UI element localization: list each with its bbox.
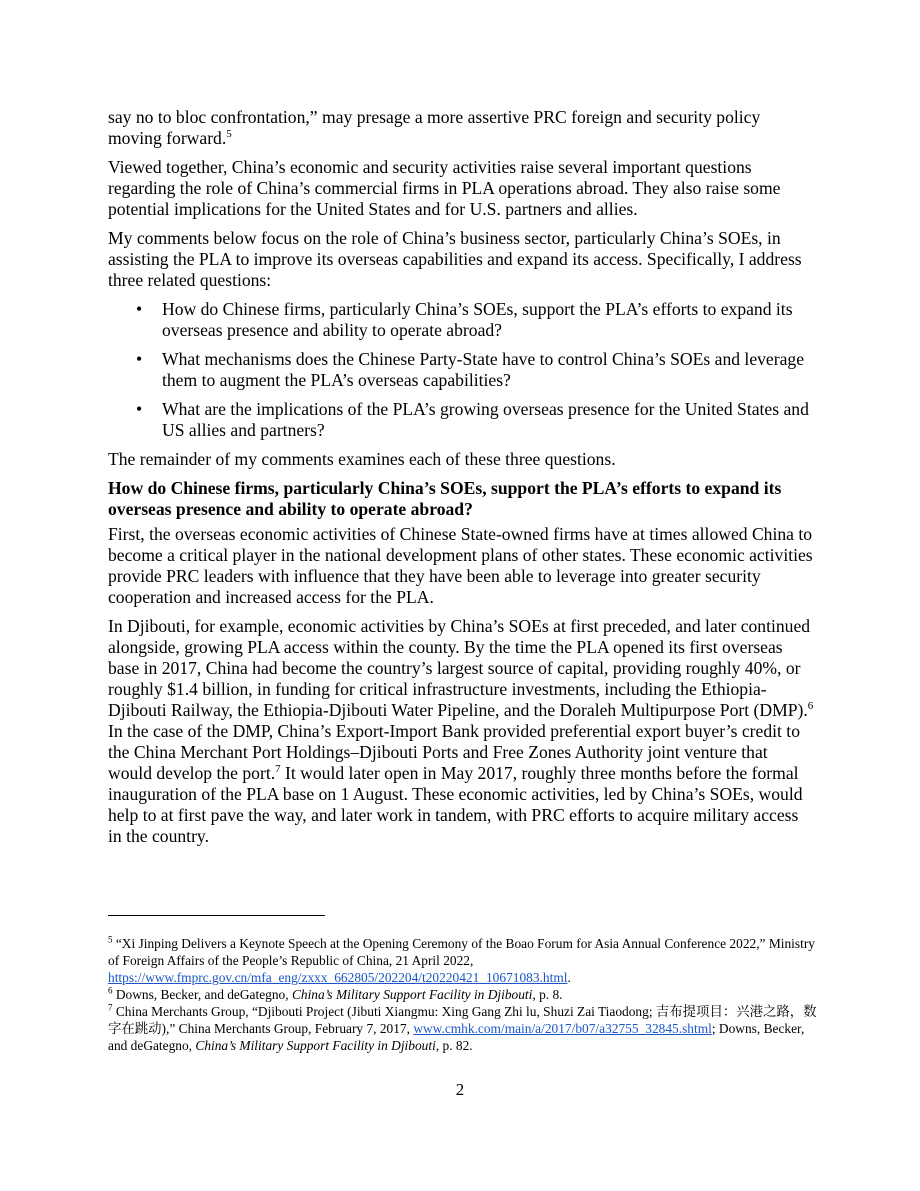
footnote-ref-5[interactable]: 5 (226, 128, 232, 141)
footnote-7: $^7$ China Merchants Group, “Djibouti Project (Jibuti Xiangmu: Xing Gang Zhi lu, Shuzi Zai Tiaodong; 吉布提项目：兴港之路，数字在跳动),” China Merchants Group, February 7, 2017, www.cmhk.com/main/a/2017/b07/a32755_32845.shtml; Downs, Becker, and deGategno, China’s Military Support Facility in Djibouti, p. 82. (108, 1002, 817, 1053)
question-list (108, 299, 814, 441)
footnote-5: $^5$ “Xi Jinping Delivers a Keynote Speech at the Opening Ceremony of the Boao Forum for Asia Annual Conference 2022,” Ministry of Foreign Affairs of the People’s Republic of China, 21 April 2022, https://www.fmprc.gov.cn/mfa_eng/zxxx_662805/202204/t20220421_10671083.html. (108, 934, 815, 985)
bullet-icon: • (136, 399, 143, 419)
footnote-7-link[interactable]: www.cmhk.com/main/a/2017/b07/a32755_32845.shtml (413, 1021, 712, 1036)
footnotes (108, 935, 818, 1054)
list-item: • What mechanisms does the Chinese Party-State have to control China’s SOEs and leverage them to augment the PLA’s overseas capabilities? (136, 349, 805, 390)
paragraph-djibouti: In Djibouti, for example, economic activities by China’s SOEs at first preceded, and later continued alongside, growing PLA access within the county. By the time the PLA opened its first overseas base in 2017, China had become the country’s largest source of capital, providing roughly 40%, or roughly $1.4 billion, in funding for critical infrastructure investments, including the Ethiopia-Djibouti Railway, the Ethiopia-Djibouti Water Pipeline, and the Doraleh Multipurpose Port (DMP).$^6$ In the case of the DMP, China’s Export-Import Bank provided preferential export buyer’s credit to the China Merchant Port Holdings–Djibouti Ports and Free Zones Authority joint venture that would develop the port.$^7$ It would later open in May 2017, roughly three months before the formal inauguration of the PLA base on 1 August. These economic activities, led by China’s SOEs, would help to at first pave the way, and later work in tandem, with PRC efforts to acquire military access in the country. (108, 616, 814, 846)
bullet-icon: • (136, 299, 143, 319)
paragraph-viewed-together: Viewed together, China’s economic and security activities raise several important questions regarding the role of China’s commercial firms in PLA operations abroad. They also raise some potential implications for the United States and for U.S. partners and allies. (108, 157, 781, 219)
footnote-ref-7[interactable]: 7 (275, 763, 281, 776)
paragraph-my-comments: My comments below focus on the role of China’s business sector, particularly China’s SOEs, in assisting the PLA to improve its overseas capabilities and expand its access. Specifically, I address three related questions: (108, 228, 802, 290)
document-body (108, 107, 814, 855)
footnote-6: $^6$ Downs, Becker, and deGategno, China’s Military Support Facility in Djibouti, p. 8. (108, 985, 563, 1002)
list-item: • How do Chinese firms, particularly China’s SOEs, support the PLA’s efforts to expand its overseas presence and ability to operate abroad? (136, 299, 793, 340)
bullet-icon: • (136, 349, 143, 369)
paragraph-remainder: The remainder of my comments examines each of these three questions. (108, 449, 616, 469)
section-heading: How do Chinese firms, particularly China’s SOEs, support the PLA’s efforts to expand its overseas presence and ability to operate abroad? (108, 478, 782, 519)
footnote-ref-6[interactable]: 6 (807, 700, 814, 713)
page-number: 2 (455, 1080, 465, 1099)
footnote-separator (108, 915, 325, 916)
list-item: • What are the implications of the PLA’s growing overseas presence for the United States and US allies and partners? (136, 399, 809, 440)
paragraph-first: First, the overseas economic activities of Chinese State-owned firms have at times allowed China to become a critical player in the national development plans of other states. These economic activities provide PRC leaders with influence that they have been able to leverage into greater security cooperation and increased access for the PLA. (108, 524, 813, 607)
paragraph-continuation: say no to bloc confrontation,” may presage a more assertive PRC foreign and security policy moving forward.$^5$ (108, 107, 761, 148)
footnote-5-link[interactable]: https://www.fmprc.gov.cn/mfa_eng/zxxx_662805/202204/t20220421_10671083.html (108, 970, 568, 985)
